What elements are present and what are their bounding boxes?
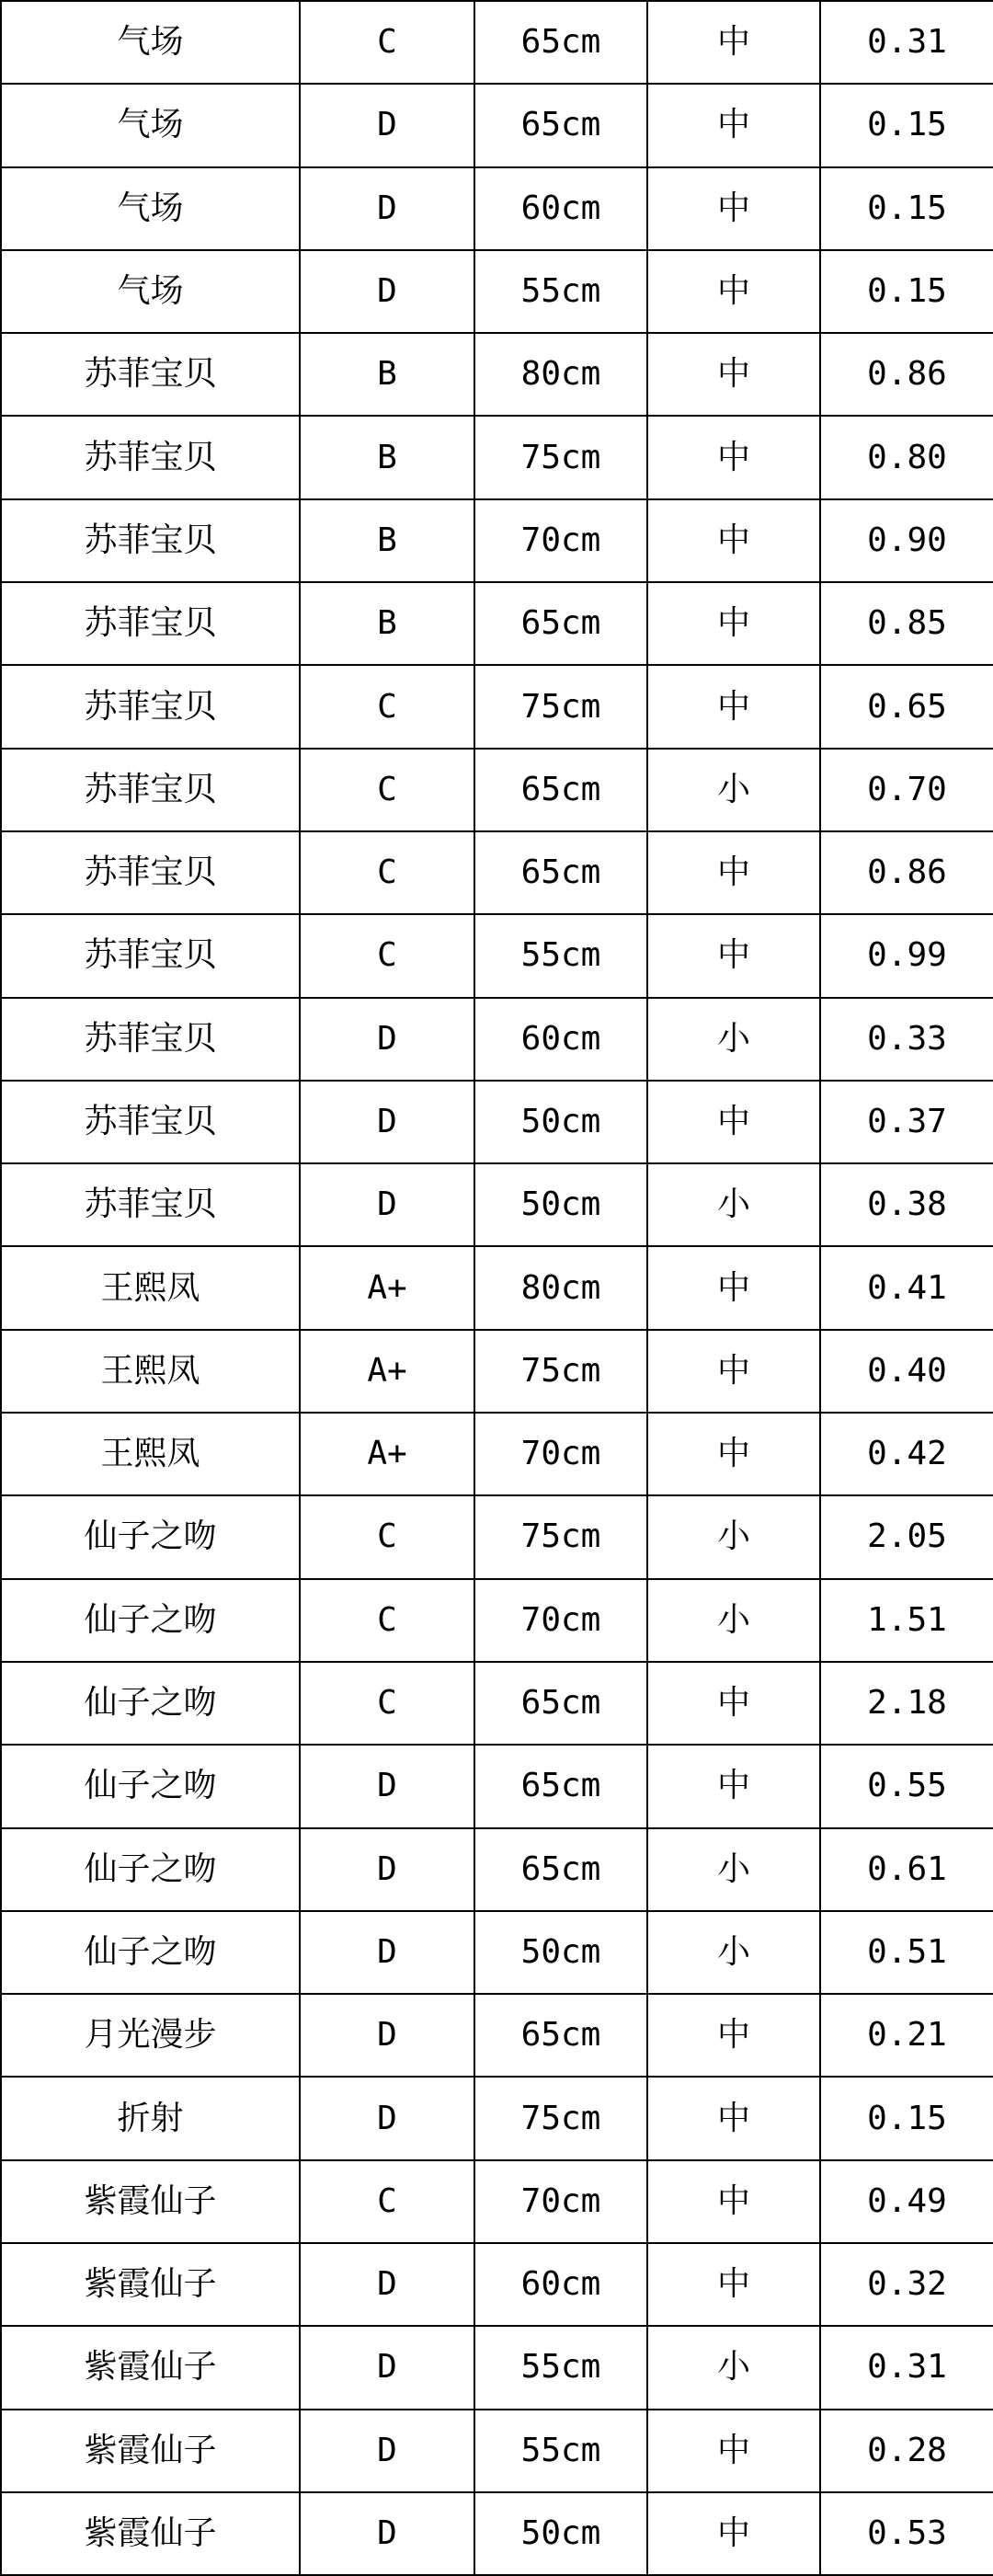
length-cell: 70cm [474,2160,647,2243]
table-row [1,1911,993,1994]
grade-cell: C [300,1,474,84]
variety-cell: 苏菲宝贝 [1,499,300,582]
head-size-cell: 中 [647,84,820,166]
price-cell: 0.55 [820,1745,993,1827]
head-size-cell: 小 [647,2326,820,2409]
table-row [1,1745,993,1827]
grade-cell: C [300,1579,474,1662]
variety-cell: 气场 [1,1,300,84]
length-cell: 50cm [474,1163,647,1246]
head-size-cell: 小 [647,1828,820,1911]
table-row [1,84,993,166]
grade-cell: D [300,1994,474,2077]
head-size-cell: 小 [647,1911,820,1994]
grade-cell: D [300,1911,474,1994]
head-size-cell: 中 [647,2492,820,2575]
price-cell: 0.49 [820,2160,993,2243]
grade-cell: C [300,1495,474,1578]
grade-cell: A+ [300,1413,474,1495]
length-cell: 75cm [474,416,647,498]
head-size-cell: 中 [647,1745,820,1827]
table-row [1,998,993,1081]
table-row [1,914,993,997]
head-size-cell: 中 [647,333,820,416]
variety-cell: 苏菲宝贝 [1,1081,300,1163]
table-row [1,416,993,498]
grade-cell: D [300,250,474,333]
grade-cell: C [300,665,474,748]
grade-cell: D [300,2077,474,2159]
length-cell: 60cm [474,167,647,250]
length-cell: 65cm [474,1745,647,1827]
price-cell: 0.86 [820,831,993,914]
variety-cell: 苏菲宝贝 [1,665,300,748]
grade-cell: A+ [300,1330,474,1413]
head-size-cell: 中 [647,582,820,665]
grade-cell: D [300,84,474,166]
grade-cell: A+ [300,1246,474,1329]
grade-cell: D [300,1828,474,1911]
variety-cell: 王熙凤 [1,1413,300,1495]
price-cell: 0.85 [820,582,993,665]
head-size-cell: 中 [647,665,820,748]
grade-cell: D [300,1163,474,1246]
price-cell: 2.18 [820,1662,993,1745]
table-row [1,499,993,582]
price-cell: 0.38 [820,1163,993,1246]
price-cell: 2.05 [820,1495,993,1578]
table-row [1,2492,993,2575]
variety-cell: 紫霞仙子 [1,2492,300,2575]
variety-cell: 仙子之吻 [1,1579,300,1662]
length-cell: 50cm [474,1081,647,1163]
variety-cell: 仙子之吻 [1,1495,300,1578]
price-cell: 0.31 [820,1,993,84]
variety-cell: 苏菲宝贝 [1,582,300,665]
grade-cell: D [300,2243,474,2326]
head-size-cell: 中 [647,499,820,582]
grade-cell: D [300,1745,474,1827]
head-size-cell: 小 [647,1579,820,1662]
price-cell: 0.15 [820,84,993,166]
grade-cell: D [300,2410,474,2492]
table-row [1,665,993,748]
table-row [1,1495,993,1578]
table-row [1,582,993,665]
length-cell: 50cm [474,2492,647,2575]
variety-cell: 苏菲宝贝 [1,914,300,997]
price-cell: 0.41 [820,1246,993,1329]
variety-cell: 仙子之吻 [1,1745,300,1827]
grade-cell: C [300,831,474,914]
table-row [1,1662,993,1745]
table-row [1,2160,993,2243]
length-cell: 65cm [474,84,647,166]
variety-cell: 折射 [1,2077,300,2159]
length-cell: 65cm [474,1828,647,1911]
table-row [1,749,993,831]
price-cell: 0.53 [820,2492,993,2575]
length-cell: 60cm [474,2243,647,2326]
grade-cell: C [300,2160,474,2243]
price-cell: 0.90 [820,499,993,582]
length-cell: 65cm [474,749,647,831]
price-cell: 0.86 [820,333,993,416]
variety-cell: 仙子之吻 [1,1828,300,1911]
price-cell: 0.80 [820,416,993,498]
price-cell: 0.15 [820,2077,993,2159]
length-cell: 55cm [474,250,647,333]
variety-cell: 苏菲宝贝 [1,749,300,831]
price-cell: 0.40 [820,1330,993,1413]
table-row [1,1163,993,1246]
length-cell: 65cm [474,1994,647,2077]
price-cell: 0.99 [820,914,993,997]
length-cell: 70cm [474,499,647,582]
table-row [1,1413,993,1495]
price-cell: 0.37 [820,1081,993,1163]
price-cell: 0.65 [820,665,993,748]
variety-cell: 苏菲宝贝 [1,333,300,416]
head-size-cell: 中 [647,2077,820,2159]
head-size-cell: 中 [647,2160,820,2243]
table-row [1,1330,993,1413]
variety-cell: 王熙凤 [1,1246,300,1329]
grade-cell: B [300,416,474,498]
length-cell: 55cm [474,914,647,997]
length-cell: 75cm [474,1495,647,1578]
head-size-cell: 中 [647,2243,820,2326]
table-row [1,2326,993,2409]
variety-cell: 气场 [1,167,300,250]
table-row [1,1994,993,2077]
price-cell: 0.42 [820,1413,993,1495]
head-size-cell: 小 [647,749,820,831]
head-size-cell: 中 [647,2410,820,2492]
price-cell: 0.15 [820,250,993,333]
length-cell: 75cm [474,1330,647,1413]
head-size-cell: 小 [647,998,820,1081]
grade-cell: B [300,499,474,582]
head-size-cell: 中 [647,1330,820,1413]
table-row [1,1828,993,1911]
grade-cell: D [300,998,474,1081]
grade-cell: D [300,2492,474,2575]
variety-cell: 紫霞仙子 [1,2326,300,2409]
variety-cell: 月光漫步 [1,1994,300,2077]
variety-cell: 苏菲宝贝 [1,998,300,1081]
variety-cell: 紫霞仙子 [1,2160,300,2243]
price-cell: 0.61 [820,1828,993,1911]
head-size-cell: 中 [647,831,820,914]
table-row [1,2243,993,2326]
grade-cell: C [300,749,474,831]
head-size-cell: 小 [647,1495,820,1578]
table-body [1,1,993,2575]
table-row [1,167,993,250]
head-size-cell: 中 [647,416,820,498]
length-cell: 65cm [474,1662,647,1745]
head-size-cell: 中 [647,1081,820,1163]
head-size-cell: 中 [647,250,820,333]
variety-cell: 仙子之吻 [1,1911,300,1994]
length-cell: 75cm [474,2077,647,2159]
length-cell: 55cm [474,2326,647,2409]
head-size-cell: 中 [647,914,820,997]
table-row [1,1246,993,1329]
price-cell: 0.32 [820,2243,993,2326]
length-cell: 60cm [474,998,647,1081]
head-size-cell: 中 [647,1413,820,1495]
grade-cell: B [300,582,474,665]
length-cell: 80cm [474,333,647,416]
price-cell: 0.15 [820,167,993,250]
price-cell: 0.31 [820,2326,993,2409]
length-cell: 70cm [474,1413,647,1495]
table-row [1,831,993,914]
variety-cell: 气场 [1,250,300,333]
length-cell: 80cm [474,1246,647,1329]
head-size-cell: 中 [647,1,820,84]
length-cell: 70cm [474,1579,647,1662]
grade-cell: D [300,2326,474,2409]
variety-cell: 紫霞仙子 [1,2243,300,2326]
table-row [1,250,993,333]
grade-cell: D [300,1081,474,1163]
grade-cell: C [300,1662,474,1745]
price-cell: 0.21 [820,1994,993,2077]
grade-cell: C [300,914,474,997]
table-row [1,1,993,84]
price-cell: 0.28 [820,2410,993,2492]
price-cell: 0.70 [820,749,993,831]
variety-cell: 仙子之吻 [1,1662,300,1745]
length-cell: 65cm [474,582,647,665]
length-cell: 55cm [474,2410,647,2492]
length-cell: 75cm [474,665,647,748]
head-size-cell: 中 [647,167,820,250]
head-size-cell: 小 [647,1163,820,1246]
grade-cell: B [300,333,474,416]
head-size-cell: 中 [647,1662,820,1745]
table-row [1,1081,993,1163]
table-row [1,333,993,416]
length-cell: 65cm [474,831,647,914]
grade-cell: D [300,167,474,250]
head-size-cell: 中 [647,1994,820,2077]
length-cell: 50cm [474,1911,647,1994]
length-cell: 65cm [474,1,647,84]
price-cell: 0.33 [820,998,993,1081]
price-cell: 1.51 [820,1579,993,1662]
variety-cell: 紫霞仙子 [1,2410,300,2492]
table-row [1,2077,993,2159]
table-row [1,2410,993,2492]
variety-cell: 苏菲宝贝 [1,416,300,498]
head-size-cell: 中 [647,1246,820,1329]
price-cell: 0.51 [820,1911,993,1994]
table-row [1,1579,993,1662]
variety-cell: 苏菲宝贝 [1,831,300,914]
variety-cell: 气场 [1,84,300,166]
variety-cell: 王熙凤 [1,1330,300,1413]
variety-cell: 苏菲宝贝 [1,1163,300,1246]
